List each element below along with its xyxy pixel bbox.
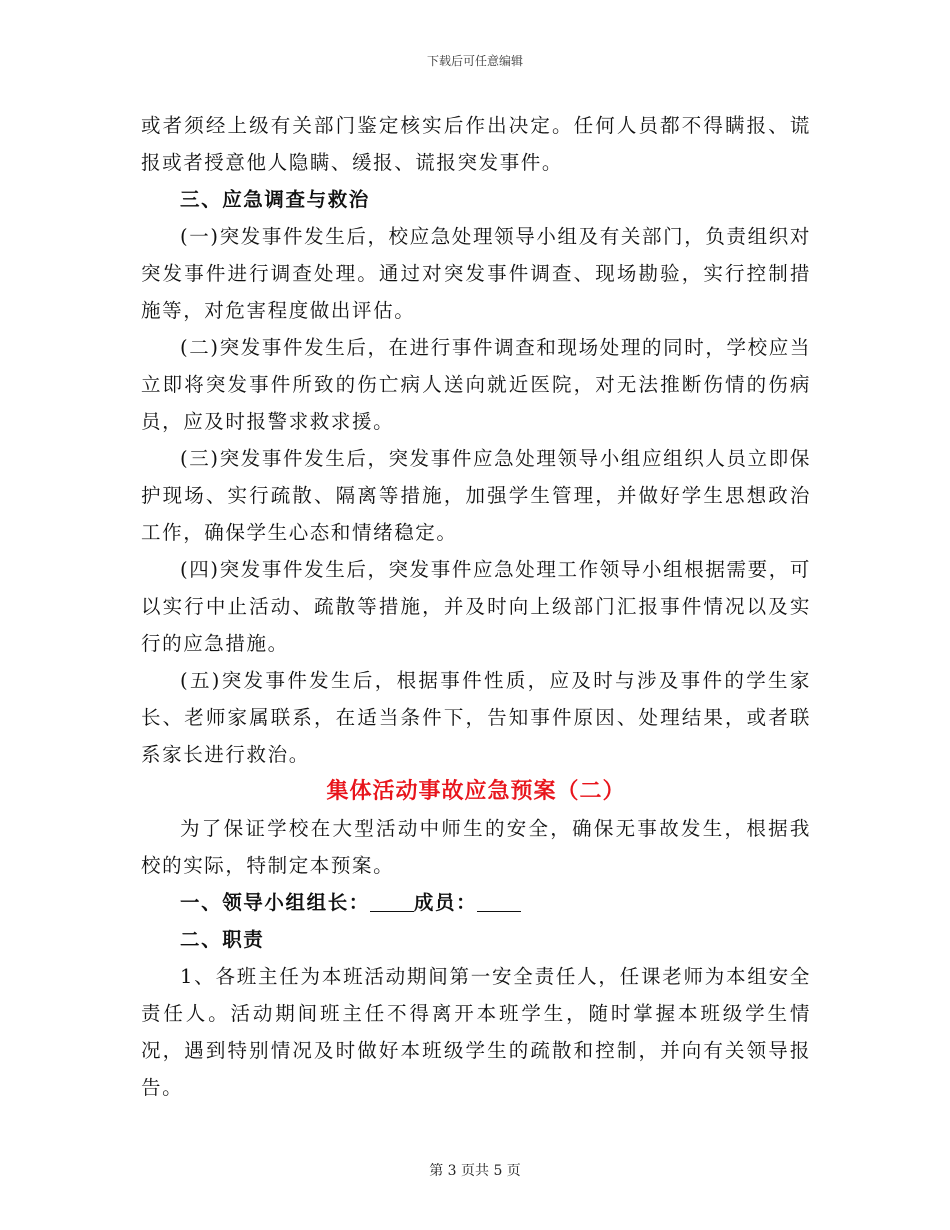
leader-label: 一、领导小组组长： [180,891,370,914]
paragraph: (一)突发事件发生后，校应急处理领导小组及有关部门，负责组织对突发事件进行调查处理。通过对突发事件调查、现场勘验，实行控制措施等，对危害程度做出评估。 [141,225,811,322]
paragraph: 为了保证学校在大型活动中师生的安全，确保无事故发生，根据我校的实际，特制定本预案。 [141,817,811,877]
section-heading-2: 二、职责 [180,928,265,951]
leader-blank [370,893,414,912]
document-title: 集体活动事故应急预案（二） [326,778,626,804]
paragraph: (二)突发事件发生后，在进行事件调查和现场处理的同时，学校应当立即将突发事件所致的伤亡病人送向就近医院，对无法推断伤情的伤病员，应及时报警求救求援。 [141,336,811,433]
section-heading-3: 三、应急调查与救治 [180,188,370,211]
section-heading-1 [141,884,811,921]
members-label: 成员： [413,891,478,914]
paragraph: (五)突发事件发生后，根据事件性质，应及时与涉及事件的学生家长、老师家属联系，在适当条件下，告知事件原因、处理结果，或者联系家长进行救治。 [141,669,811,766]
paragraph: (三)突发事件发生后，突发事件应急处理领导小组应组织人员立即保护现场、实行疏散、隔离等措施，加强学生管理，并做好学生思想政治工作，确保学生心态和情绪稳定。 [141,447,811,544]
paragraph: 1、各班主任为本班活动期间第一安全责任人，任课老师为本组安全责任人。活动期间班主任不得离开本班学生，随时掌握本班级学生情况，遇到特别情况及时做好本班级学生的疏散和控制，并向有关领导报告。 [141,965,811,1099]
page-header: 下载后可任意编辑 [426,54,523,68]
document-body [141,107,811,1106]
paragraph: (四)突发事件发生后，突发事件应急处理工作领导小组根据需要，可以实行中止活动、疏散等措施，并及时向上级部门汇报事件情况以及实行的应急措施。 [141,558,811,655]
page-footer: 第 3 页共 5 页 [429,1163,521,1179]
members-blank [477,893,521,912]
paragraph: 或者须经上级有关部门鉴定核实后作出决定。任何人员都不得瞒报、谎报或者授意他人隐瞒、缓报、谎报突发事件。 [141,114,811,174]
